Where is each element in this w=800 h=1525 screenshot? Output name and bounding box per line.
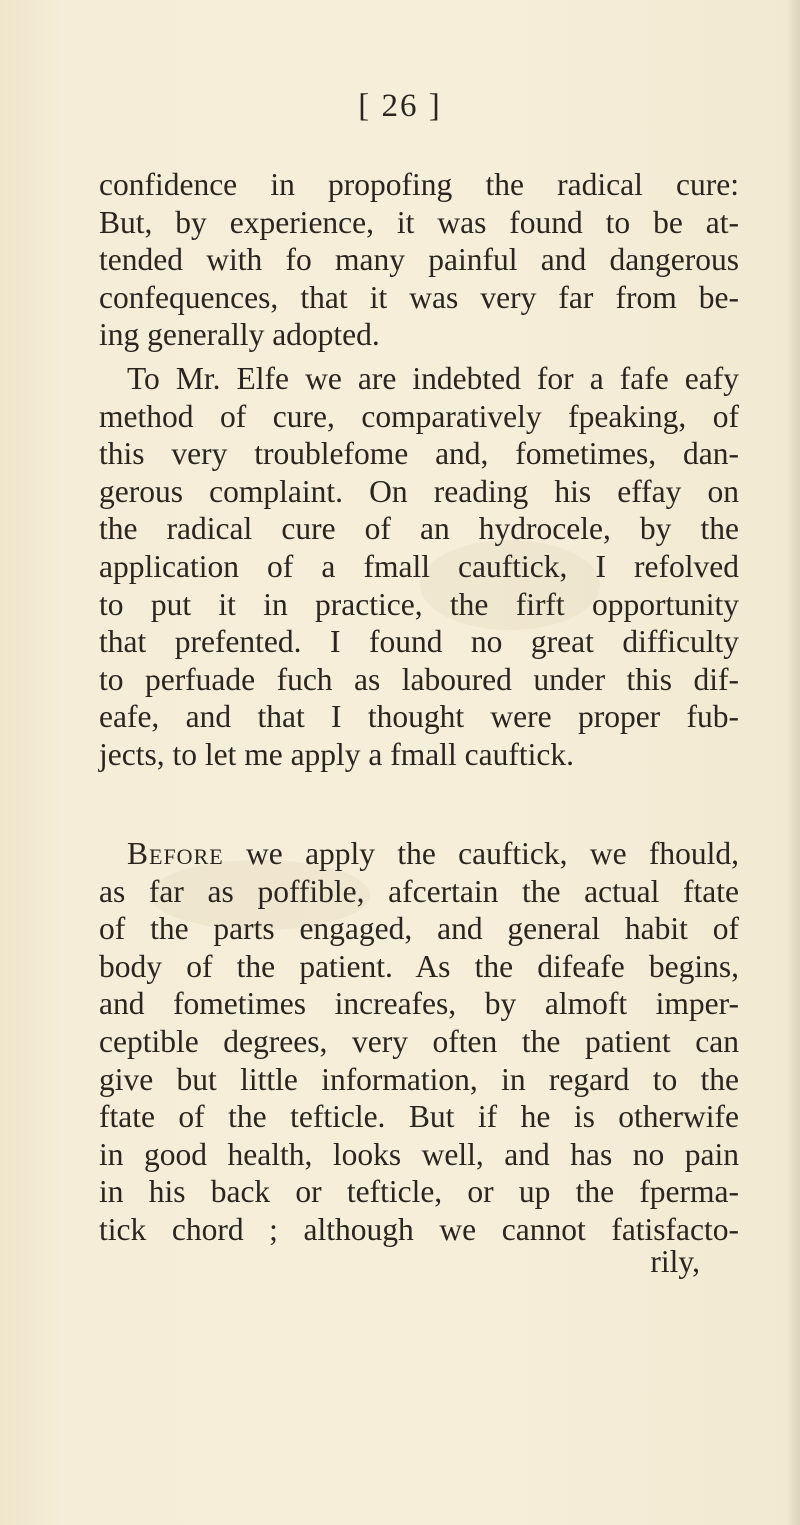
text-line: method of cure, comparatively fpeaking, of — [99, 398, 739, 434]
text-line: eafe, and that I thought were proper fub- — [99, 699, 739, 735]
text-line: of the parts engaged, and general habit of — [99, 911, 739, 947]
text-line: ing generally adopted. — [99, 317, 380, 353]
text-line: as far as poffible, afcertain the actual ftate — [99, 873, 739, 909]
text-line: tick chord ; although we cannot fatisfacto- — [99, 1211, 739, 1247]
text-line: that prefented. I found no great difficulty — [99, 624, 739, 660]
small-caps-lead-word: Before — [127, 836, 224, 871]
text-line: To Mr. Elfe we are indebted for a fafe eafy — [127, 361, 739, 396]
text-line — [99, 835, 739, 873]
text-line: tended with fo many painful and dangerous — [99, 242, 739, 278]
page-edge-shadow — [786, 0, 800, 1525]
text-line: and fometimes increafes, by almoft imper- — [99, 986, 739, 1022]
text-line: to perfuade fuch as laboured under this dif- — [99, 661, 739, 697]
paragraph-1 — [99, 166, 739, 354]
text-line: confequences, that it was very far from be- — [99, 279, 739, 315]
text-line: application of a fmall cauftick, I refolved — [99, 548, 739, 584]
text-line-rest: we apply the cauftick, we fhould, — [223, 836, 739, 871]
text-line: gerous complaint. On reading his effay on — [99, 473, 739, 509]
text-line: ceptible degrees, very often the patient can — [99, 1023, 739, 1059]
page-number: [ 26 ] — [358, 88, 442, 124]
text-line: But, by experience, it was found to be at- — [99, 204, 739, 240]
paragraph-2 — [99, 360, 739, 774]
text-line: in his back or tefticle, or up the fperma- — [99, 1174, 739, 1210]
catchword: rily, — [650, 1244, 700, 1279]
text-line: confidence in propofing the radical cure: — [99, 167, 739, 202]
paragraph-3 — [99, 835, 739, 1249]
text-line: in good health, looks well, and has no pain — [99, 1136, 739, 1172]
text-line: this very troublefome and, fometimes, dan- — [99, 436, 739, 472]
text-line: the radical cure of an hydrocele, by the — [99, 511, 739, 547]
text-line: give but little information, in regard to the — [99, 1061, 739, 1097]
text-line: jects, to let me apply a fmall cauftick. — [99, 736, 574, 772]
text-line: ftate of the tefticle. But if he is otherwife — [99, 1099, 739, 1135]
text-line: to put it in practice, the firft opportunity — [99, 586, 739, 622]
text-line: body of the patient. As the difeafe begins, — [99, 948, 739, 984]
